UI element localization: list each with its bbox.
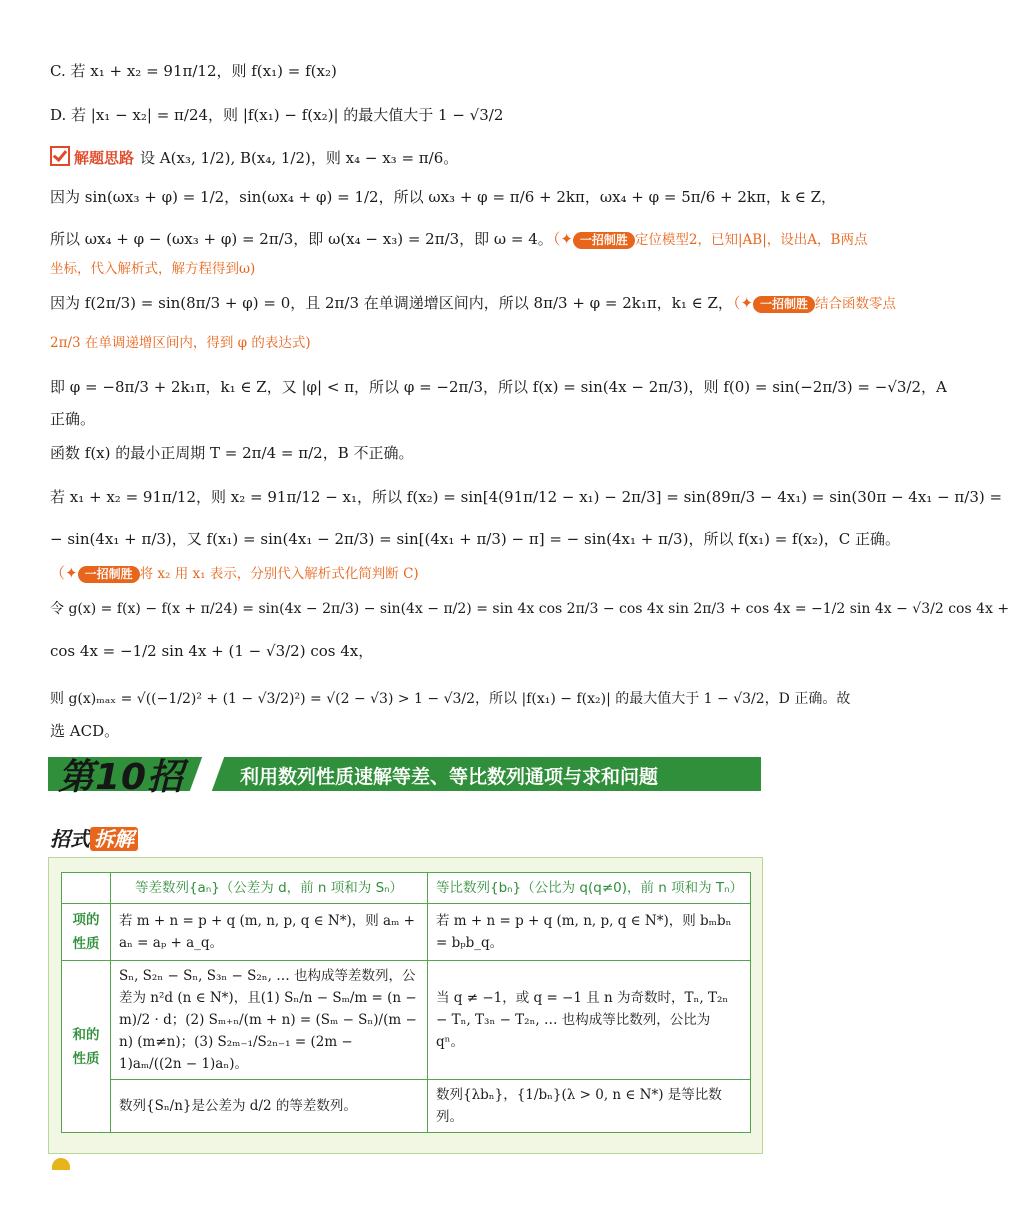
solution-line-16: cos 4x = −1/2 sin 4x + (1 − √3/2) cos 4x，: [50, 642, 374, 660]
tip-badge: 一招制胜: [573, 232, 635, 249]
tip-note-cont: 2π/3 在单调递增区间内，得到 φ 的表达式): [50, 335, 311, 351]
solution-line-7-text: 因为 f(2π/3) = sin(8π/3 + φ) = 0，且 2π/3 在单调递增区间内，所以 8π/3 + φ = 2k₁π，k₁ ∈ Z，: [50, 294, 733, 312]
note-open: （: [552, 230, 561, 248]
solution-line-5: [50, 228, 868, 251]
solution-line-5-text: 所以 ωx₄ + φ − (ωx₃ + φ) = 2π/3，即 ω(x₄ − x₃) = 2π/3，即 ω = 4。: [50, 230, 553, 248]
cell-arith-extra: 数列{Sₙ/n}是公差为 d/2 的等差数列。: [111, 1080, 428, 1133]
table-header-row: [62, 873, 751, 904]
solution-line-10: 正确。: [50, 410, 96, 428]
tip-badge: 一招制胜: [753, 296, 815, 313]
solution-line-9: 即 φ = −8π/3 + 2k₁π，k₁ ∈ Z，又 |φ| < π，所以 φ = −2π/3，所以 f(x) = sin(4x − 2π/3)，则 f(0) = sin(−2π/3) = −√3/2，A: [50, 378, 947, 396]
sparkle-icon: ✦: [560, 230, 573, 248]
sparkle-icon: （✦: [50, 564, 78, 582]
page-corner-icon: [52, 1158, 70, 1170]
properties-table: [61, 872, 751, 1133]
solution-idea-line: [50, 146, 760, 169]
section-title: 利用数列性质速解等差、等比数列通项与求和问题: [240, 766, 659, 788]
option-d: D. 若 |x₁ − x₂| = π/24，则 |f(x₁) − f(x₂)| 的最大值大于 1 − √3/2: [50, 106, 504, 124]
solution-line-15: 令 g(x) = f(x) − f(x + π/24) = sin(4x − 2π/3) − sin(4x − π/2) = sin 4x cos 2π/3 − cos 4x sin 2π/3 + cos 4x = −1/2 sin 4x − √3/2 cos 4x +: [50, 601, 1009, 617]
solution-line-13: − sin(4x₁ + π/3)，又 f(x₁) = sin(4x₁ − 2π/3) = sin[(4x₁ + π/3) − π] = − sin(4x₁ + π/3)，所以 f(x₁) = f(x₂)，C 正确。: [50, 530, 901, 548]
subsection-tag: [50, 823, 138, 852]
solution-line-17: 则 g(x)ₘₐₓ = √((−1/2)² + (1 − √3/2)²) = √(2 − √3) > 1 − √3/2，所以 |f(x₁) − f(x₂)| 的最大值大于 1 − √3/2，D 正确。故: [50, 691, 851, 707]
tip-note: 结合函数零点: [815, 296, 897, 312]
row-label-term: 项的性质: [62, 904, 111, 961]
tip-badge: 一招制胜: [78, 566, 140, 583]
solution-idea-tag: 解题思路: [74, 149, 135, 167]
tip-note: 定位模型2，已知|AB|，设出A，B两点: [634, 232, 868, 248]
sparkle-icon: （✦: [732, 294, 754, 312]
cell-geo-extra: 数列{λbₙ}，{1/bₙ}(λ > 0, n ∈ N*) 是等比数列。: [428, 1080, 751, 1133]
table-row: [62, 961, 751, 1080]
subsection-tag-b: 拆解: [90, 827, 138, 851]
tip-note-cont: 坐标，代入解析式，解方程得到ω): [50, 261, 256, 277]
table-row: [62, 904, 751, 961]
solution-line-12: 若 x₁ + x₂ = 91π/12，则 x₂ = 91π/12 − x₁，所以 f(x₂) = sin[4(91π/12 − x₁) − 2π/3] = sin(89π/3 − 4x₁) = sin(30π − 4x₁ − π/3) =: [50, 488, 1003, 506]
checkbox-icon: [50, 146, 70, 166]
row-label-sum: 和的性质: [62, 961, 111, 1133]
properties-table-panel: [48, 857, 763, 1154]
cell-arith-term: 若 m + n = p + q (m, n, p, q ∈ N*)，则 aₘ + aₙ = aₚ + a_q。: [111, 904, 428, 961]
subsection-tag-a: 招式: [50, 827, 90, 851]
cell-geo-sum: 当 q ≠ −1，或 q = −1 且 n 为奇数时，Tₙ, T₂ₙ − Tₙ, T₃ₙ − T₂ₙ, … 也构成等比数列，公比为 qⁿ。: [428, 961, 751, 1080]
option-c: C. 若 x₁ + x₂ = 91π/12，则 f(x₁) = f(x₂): [50, 62, 337, 80]
solution-idea-text: 设 A(x₃, 1/2), B(x₄, 1/2)，则 x₄ − x₃ = π/6。: [140, 149, 459, 167]
solution-line-4: 因为 sin(ωx₃ + φ) = 1/2，sin(ωx₄ + φ) = 1/2，所以 ωx₃ + φ = π/6 + 2kπ，ωx₄ + φ = 5π/6 + 2kπ，k ∈ Z，: [50, 188, 836, 206]
header-arithmetic: 等差数列{aₙ}（公差为 d，前 n 项和为 Sₙ）: [111, 873, 428, 904]
table-row: [62, 1080, 751, 1133]
header-geometric: 等比数列{bₙ}（公比为 q(q≠0)，前 n 项和为 Tₙ）: [428, 873, 751, 904]
solution-line-18: 选 ACD。: [50, 722, 120, 740]
solution-line-7: [50, 292, 897, 315]
solution-line-11: 函数 f(x) 的最小正周期 T = 2π/4 = π/2，B 不正确。: [50, 444, 414, 462]
table-corner: [62, 873, 111, 904]
cell-arith-sum: Sₙ, S₂ₙ − Sₙ, S₃ₙ − S₂ₙ, … 也构成等差数列，公差为 n²d (n ∈ N*)，且(1) Sₙ/n − Sₘ/m = (n − m)/2 · d；(2) Sₘ₊ₙ/(m + n) = (Sₘ − Sₙ)/(m − n) (m≠n)；(3) S₂ₘ₋₁/S₂ₙ₋₁ = (2m − 1)aₘ/((2n − 1)aₙ)。: [111, 961, 428, 1080]
section-number: 第10招: [58, 757, 185, 798]
cell-geo-term: 若 m + n = p + q (m, n, p, q ∈ N*)，则 bₘbₙ = bₚb_q。: [428, 904, 751, 961]
tip-line-14: [50, 562, 760, 585]
tip-note: 将 x₂ 用 x₁ 表示，分别代入解析式化简判断 C): [139, 566, 419, 582]
